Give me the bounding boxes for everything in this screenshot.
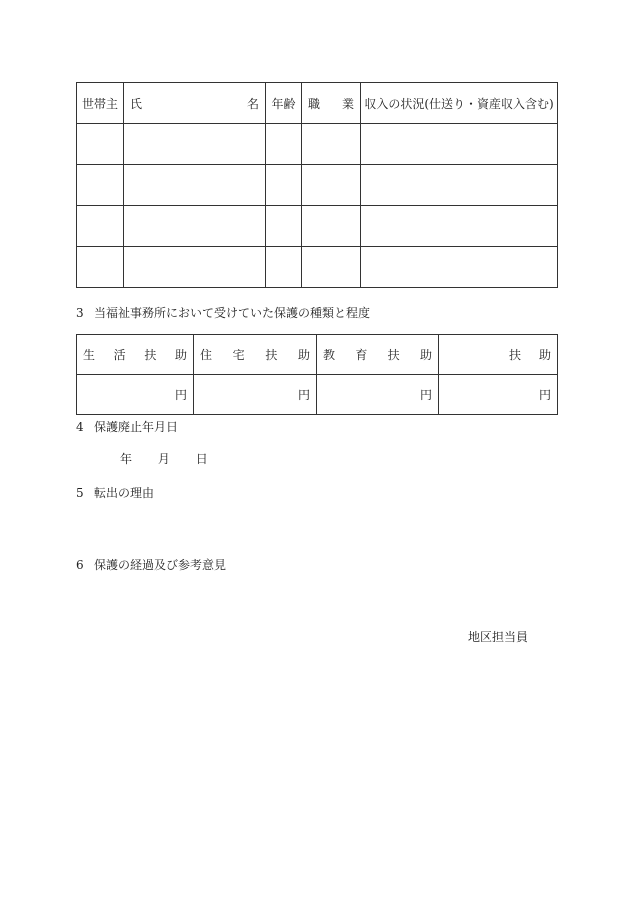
cell[interactable] [302, 247, 361, 288]
header-name [124, 83, 266, 124]
cell[interactable] [302, 165, 361, 206]
cell[interactable] [77, 165, 124, 206]
cell[interactable] [266, 165, 302, 206]
month-label: 月 [157, 452, 170, 466]
header-occupation-right: 業 [341, 96, 354, 111]
section6-heading: 6 保護の経過及び参考意見 [76, 558, 227, 572]
aid-header-row [77, 335, 558, 375]
cell[interactable] [302, 124, 361, 165]
cell[interactable] [124, 124, 266, 165]
cell[interactable] [266, 206, 302, 247]
household-row [77, 247, 558, 288]
cell[interactable] [77, 247, 124, 288]
header-name-left: 氏 [130, 96, 143, 111]
aid-livelihood-amount[interactable]: 円 [77, 375, 194, 415]
header-head-of-household: 世帯主 [77, 83, 124, 124]
aid-livelihood-header: 生 活 扶 助 [77, 335, 194, 375]
household-table [76, 82, 558, 288]
aid-education-amount[interactable]: 円 [317, 375, 439, 415]
household-row [77, 165, 558, 206]
cell[interactable] [266, 124, 302, 165]
cell[interactable] [302, 206, 361, 247]
district-officer-label: 地区担当員 [468, 630, 529, 644]
cell[interactable] [266, 247, 302, 288]
aid-housing-amount[interactable]: 円 [194, 375, 317, 415]
aid-education-header: 教 育 扶 助 [317, 335, 439, 375]
header-name-right: 名 [246, 96, 259, 111]
header-occupation [302, 83, 361, 124]
household-row [77, 206, 558, 247]
cell[interactable] [124, 247, 266, 288]
section3-heading: 3 当福祉事務所において受けていた保護の種類と程度 [76, 306, 371, 320]
cell[interactable] [361, 206, 558, 247]
year-label: 年 [120, 452, 133, 466]
section4-heading: 4 保護廃止年月日 [76, 420, 179, 434]
header-age: 年齢 [266, 83, 302, 124]
abolition-date [120, 450, 208, 467]
cell[interactable] [361, 165, 558, 206]
cell[interactable] [77, 206, 124, 247]
cell[interactable] [77, 124, 124, 165]
aid-housing-header: 住 宅 扶 助 [194, 335, 317, 375]
aid-other-amount[interactable]: 円 [439, 375, 558, 415]
cell[interactable] [361, 124, 558, 165]
header-income: 収入の状況(仕送り・資産収入含む) [361, 83, 558, 124]
aid-other-header: 扶 助 [439, 335, 558, 375]
header-occupation-left: 職 [308, 96, 321, 111]
day-label: 日 [195, 452, 208, 466]
cell[interactable] [124, 206, 266, 247]
household-row [77, 124, 558, 165]
cell[interactable] [361, 247, 558, 288]
cell[interactable] [124, 165, 266, 206]
aid-table [76, 334, 558, 415]
aid-amount-row [77, 375, 558, 415]
household-header-row [77, 83, 558, 124]
section5-heading: 5 転出の理由 [76, 486, 155, 500]
